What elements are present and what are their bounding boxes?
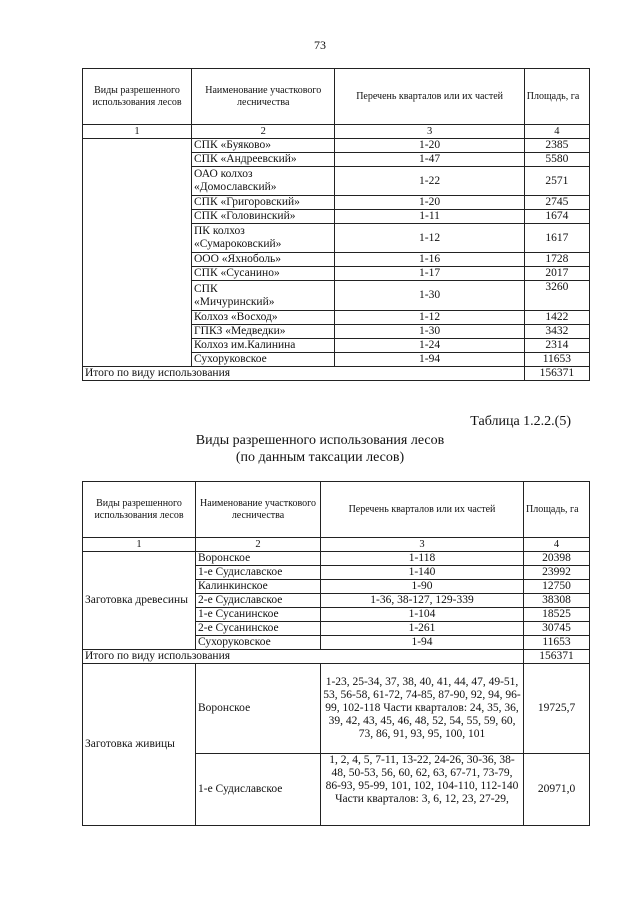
area: 23992 <box>524 566 590 580</box>
area: 1674 <box>524 210 589 224</box>
quarters: 1-20 <box>335 196 524 210</box>
forestry-name: ГПКЗ «Медведки» <box>192 325 335 339</box>
header-quarters: Перечень кварталов или их частей <box>321 482 524 538</box>
use-type-resin: Заготовка живицы <box>83 664 196 826</box>
forestry-name: Калинкинское <box>196 580 321 594</box>
forestry-name: Колхоз «Восход» <box>192 311 335 325</box>
column-number: 4 <box>524 125 589 139</box>
column-number: 4 <box>524 538 590 552</box>
area: 12750 <box>524 580 590 594</box>
table-title-line2: (по данным таксации лесов) <box>235 450 405 465</box>
quarters: 1-261 <box>321 622 524 636</box>
column-number: 2 <box>196 538 321 552</box>
quarters: 1-22 <box>335 167 524 196</box>
table-forest-use-2 <box>82 481 590 826</box>
column-number: 2 <box>192 125 335 139</box>
quarters: 1-17 <box>335 267 524 281</box>
quarters: 1-94 <box>321 636 524 650</box>
area: 1617 <box>524 224 589 253</box>
forestry-name: СПК «Андреевский» <box>192 153 335 167</box>
forestry-name: ОАО колхоз «Домославский» <box>192 167 335 196</box>
area: 1728 <box>524 253 589 267</box>
forestry-name: 1-е Судиславское <box>196 754 321 826</box>
forestry-name: Колхоз им.Калинина <box>192 339 335 353</box>
area: 20398 <box>524 552 590 566</box>
header-use-type: Виды разрешенного использования лесов <box>83 482 196 538</box>
area: 3432 <box>524 325 589 339</box>
forestry-name: СПК «Сусанино» <box>192 267 335 281</box>
header-row <box>83 69 590 125</box>
area: 2314 <box>524 339 589 353</box>
header-forestry: Наименование участкового лесничества <box>192 69 335 125</box>
header-numbers-row <box>83 538 590 552</box>
area: 18525 <box>524 608 590 622</box>
forestry-name: 1-е Судиславское <box>196 566 321 580</box>
table-row <box>83 552 590 566</box>
table-title-line1: Виды разрешенного использования лесов <box>195 433 445 448</box>
header-forestry: Наименование участкового лесничества <box>196 482 321 538</box>
forestry-name: 2-е Судиславское <box>196 594 321 608</box>
forestry-name: СПК «Головинский» <box>192 210 335 224</box>
forestry-name: ПК колхоз «Сумароковский» <box>192 224 335 253</box>
total-row <box>83 367 590 381</box>
quarters: 1-140 <box>321 566 524 580</box>
table-row <box>83 139 590 153</box>
column-number: 3 <box>321 538 524 552</box>
column-number: 3 <box>335 125 524 139</box>
header-use-type: Виды разрешенного использования лесов <box>83 69 192 125</box>
area: 38308 <box>524 594 590 608</box>
total-row <box>83 650 590 664</box>
quarters: 1-36, 38-127, 129-339 <box>321 594 524 608</box>
forestry-name: СПК «Буяково» <box>192 139 335 153</box>
forestry-name: Сухоруковское <box>192 353 335 367</box>
header-quarters: Перечень кварталов или их частей <box>335 69 524 125</box>
quarters: 1-23, 25-34, 37, 38, 40, 41, 44, 47, 49-51, 53, 56-58, 61-72, 74-85, 87-90, 92, 94, 96-99, 102-118 Части кварталов: 24, 35, 36, 39, 42, 43, 45, 46, 48, 52, 54, 55, 59, 60, 73, 86, 91, 93, 95, 100, 101 <box>321 664 524 754</box>
quarters: 1-24 <box>335 339 524 353</box>
area: 19725,7 <box>524 664 590 754</box>
area: 20971,0 <box>524 754 590 826</box>
forestry-name: Сухоруковское <box>196 636 321 650</box>
quarters: 1-12 <box>335 224 524 253</box>
area: 2017 <box>524 267 589 281</box>
total-value: 156371 <box>524 367 589 381</box>
forestry-name: 1-е Сусанинское <box>196 608 321 622</box>
quarters: 1-47 <box>335 153 524 167</box>
area: 2745 <box>524 196 589 210</box>
forestry-name: ООО «Яхноболь» <box>192 253 335 267</box>
area: 2385 <box>524 139 589 153</box>
total-label: Итого по виду использования <box>83 650 524 664</box>
total-label: Итого по виду использования <box>83 367 525 381</box>
forestry-name: Воронское <box>196 552 321 566</box>
table-number: Таблица 1.2.2.(5) <box>470 414 571 429</box>
area: 11653 <box>524 636 590 650</box>
area: 1422 <box>524 311 589 325</box>
column-number: 1 <box>83 125 192 139</box>
header-numbers-row <box>83 125 590 139</box>
quarters: 1-30 <box>335 325 524 339</box>
header-area: Площадь, га <box>524 69 589 125</box>
table-row <box>83 664 590 754</box>
area: 3260 <box>524 281 589 311</box>
area: 30745 <box>524 622 590 636</box>
table-title <box>0 432 590 466</box>
quarters: 1, 2, 4, 5, 7-11, 13-22, 24-26, 30-36, 38-48, 50-53, 56, 60, 62, 63, 67-71, 73-79, 86-93, 95-99, 101, 102, 104-110, 112-140 Части кварталов: 3, 6, 12, 23, 27-29, <box>321 754 524 826</box>
quarters: 1-20 <box>335 139 524 153</box>
forestry-name: Воронское <box>196 664 321 754</box>
quarters: 1-30 <box>335 281 524 311</box>
quarters: 1-90 <box>321 580 524 594</box>
forestry-name: СПК «Мичуринский» <box>192 281 335 311</box>
forestry-name: СПК «Григоровский» <box>192 196 335 210</box>
use-type-cell-empty <box>83 139 192 367</box>
use-type-timber: Заготовка древесины <box>83 552 196 650</box>
header-area: Площадь, га <box>524 482 590 538</box>
area: 11653 <box>524 353 589 367</box>
quarters: 1-12 <box>335 311 524 325</box>
area: 2571 <box>524 167 589 196</box>
forestry-name: 2-е Сусанинское <box>196 622 321 636</box>
table-forest-use-1 <box>82 68 590 381</box>
quarters: 1-104 <box>321 608 524 622</box>
header-row <box>83 482 590 538</box>
total-value: 156371 <box>524 650 590 664</box>
column-number: 1 <box>83 538 196 552</box>
quarters: 1-118 <box>321 552 524 566</box>
quarters: 1-16 <box>335 253 524 267</box>
page-number: 73 <box>314 38 326 52</box>
area: 5580 <box>524 153 589 167</box>
quarters: 1-94 <box>335 353 524 367</box>
quarters: 1-11 <box>335 210 524 224</box>
